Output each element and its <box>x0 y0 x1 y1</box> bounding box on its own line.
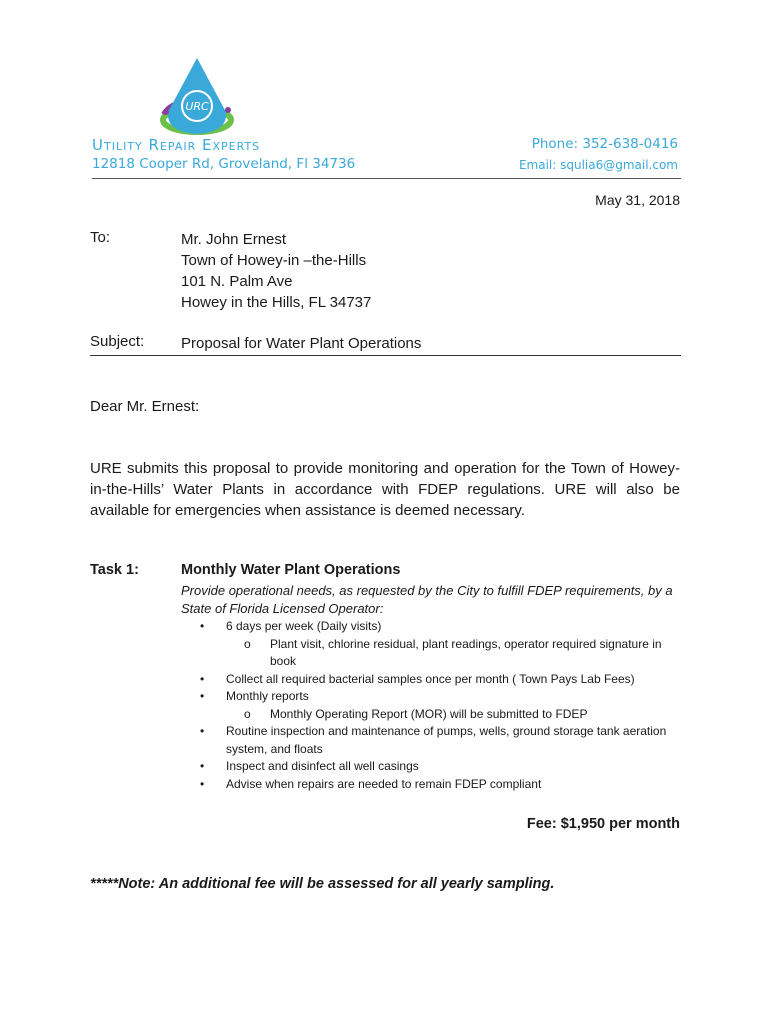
task-label: Task 1: <box>90 562 139 578</box>
sub-list-item: o Plant visit, chlorine residual, plant readings, operator required signature in book <box>200 636 680 671</box>
sub-bullet-icon: o <box>244 706 251 721</box>
list-item: • Routine inspection and maintenance of pumps, wells, ground storage tank aeration system, and floats <box>200 723 680 758</box>
sub-list-item: o Monthly Operating Report (MOR) will be submitted to FDEP <box>200 706 680 724</box>
task-list <box>200 618 680 793</box>
letter-date: May 31, 2018 <box>595 192 680 208</box>
subject-text: Proposal for Water Plant Operations <box>181 335 422 352</box>
task-title: Monthly Water Plant Operations <box>181 562 401 578</box>
company-email: Email: squlia6@gmail.com <box>518 158 678 172</box>
salutation: Dear Mr. Ernest: <box>90 398 200 415</box>
subject-divider <box>90 355 681 356</box>
company-name: Utility Repair Experts <box>92 136 261 154</box>
bullet-icon: • <box>200 671 205 686</box>
list-item: • Monthly reports <box>200 688 680 706</box>
body-paragraph: URE submits this proposal to provide monitoring and operation for the Town of Howey-in-the-Hills’ Water Plants in accordance with FDEP regulations. URE will also be available for emergencies when assistance is deemed necessary. <box>90 460 680 519</box>
recipient-name: Mr. John Ernest <box>181 231 287 248</box>
company-logo <box>150 54 244 144</box>
bullet-icon: • <box>200 689 205 703</box>
recipient-street: 101 N. Palm Ave <box>181 273 293 290</box>
logo-text: URC <box>185 100 209 113</box>
bullet-icon: • <box>200 776 205 791</box>
list-item: • 6 days per week (Daily visits) <box>200 618 680 636</box>
company-address: 12818 Cooper Rd, Groveland, Fl 34736 <box>92 156 356 172</box>
recipient-city: Howey in the Hills, FL 34737 <box>181 294 372 311</box>
subject-label: Subject: <box>90 333 145 350</box>
list-item: • Advise when repairs are needed to remain FDEP compliant <box>200 776 680 794</box>
fee-amount: Fee: $1,950 per month <box>526 816 680 832</box>
to-label: To: <box>90 229 111 246</box>
recipient-address <box>181 229 371 313</box>
task-description: Provide operational needs, as requested by the City to fulfill FDEP requirements, by a State of Florida Licensed Operator: <box>181 583 673 616</box>
sampling-note: *****Note: An additional fee will be assessed for all yearly sampling. <box>90 876 555 892</box>
bullet-icon: • <box>200 724 205 738</box>
company-phone: Phone: 352-638-0416 <box>531 136 678 152</box>
bullet-icon: • <box>200 619 205 633</box>
letterhead-divider <box>92 178 681 179</box>
recipient-org: Town of Howey-in –the-Hills <box>181 252 367 269</box>
bullet-icon: • <box>200 759 205 773</box>
sub-bullet-icon: o <box>244 636 251 651</box>
list-item: • Inspect and disinfect all well casings <box>200 758 680 776</box>
list-item: • Collect all required bacterial samples once per month ( Town Pays Lab Fees) <box>200 671 680 689</box>
